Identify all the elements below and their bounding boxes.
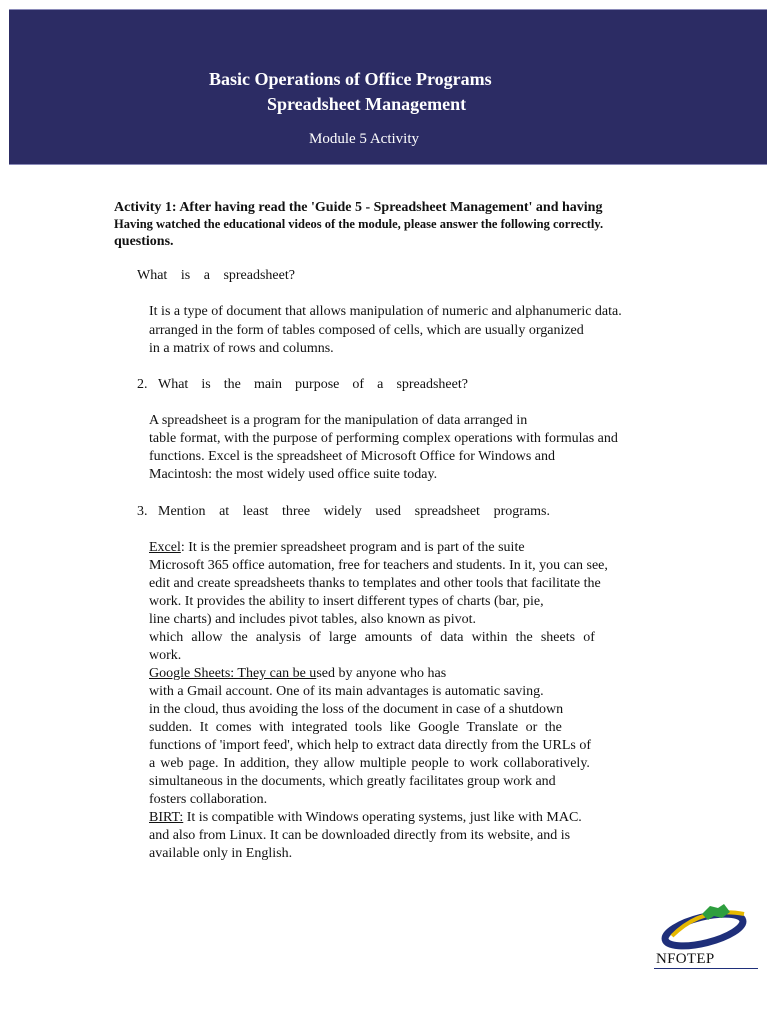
sheets-label: Google Sheets: They can be u <box>149 666 317 681</box>
logo-text: NFOTEP <box>656 951 715 967</box>
logo-underline <box>654 968 758 969</box>
excel-last-line: work. <box>149 648 182 663</box>
intro-line-3: questions. <box>114 234 174 249</box>
intro-line-2: Having watched the educational videos of the module, please answer the following correctly. <box>114 217 604 231</box>
question-2: What is the main purpose of a spreadsheet? <box>158 377 468 392</box>
answer-2-line: Macintosh: the most widely used office suite today. <box>149 467 438 482</box>
sheets-line: sudden. It comes with integrated tools like Google Translate or the <box>149 720 562 735</box>
logo-swoosh-icon <box>652 900 760 956</box>
sheets-line: functions of 'import feed', which help to extract data directly from the URLs of <box>149 738 592 753</box>
title-line-1: Basic Operations of Office Programs <box>209 69 492 89</box>
birt-line: and also from Linux. It can be downloaded directly from its website, and is <box>149 828 571 843</box>
sheets-line: simultaneous in the documents, which greatly facilitates group work and <box>149 774 556 789</box>
subtitle: Module 5 Activity <box>309 131 419 147</box>
sheets-first-line: Google Sheets: They can be used by anyone who has <box>149 666 447 681</box>
answer-2-line: functions. Excel is the spreadsheet of Microsoft Office for Windows and <box>149 449 555 464</box>
sheets-line: with a Gmail account. One of its main advantages is automatic saving. <box>149 684 544 699</box>
birt-line: available only in English. <box>149 846 293 861</box>
sheets-line: a web page. In addition, they allow multiple people to work collaboratively. <box>149 756 590 771</box>
excel-justified-line: which allow the analysis of large amounts of data within the sheets of <box>149 630 595 645</box>
question-1: What is a spreadsheet? <box>137 268 295 283</box>
birt-first-line: BIRT: It is compatible with Windows operating systems, just like with MAC. <box>149 810 582 825</box>
question-3-number: 3. <box>137 504 148 519</box>
answer-2-line: table format, with the purpose of performing complex operations with formulas and <box>149 431 618 446</box>
intro-line-1: Activity 1: After having read the 'Guide 5 - Spreadsheet Management' and having <box>114 200 603 215</box>
excel-line: work. It provides the ability to insert different types of charts (bar, pie, <box>149 594 544 609</box>
sheets-line: fosters collaboration. <box>149 792 268 807</box>
question-3: Mention at least three widely used spreadsheet programs. <box>158 504 550 519</box>
sheets-line: in the cloud, thus avoiding the loss of the document in case of a shutdown <box>149 702 564 717</box>
infotep-logo <box>652 900 760 972</box>
excel-line: edit and create spreadsheets thanks to templates and other tools that facilitate the <box>149 576 601 591</box>
excel-label: Excel <box>149 540 181 555</box>
birt-label: BIRT: <box>149 810 184 825</box>
title-line-2: Spreadsheet Management <box>267 94 467 114</box>
excel-line: line charts) and includes pivot tables, also known as pivot. <box>149 612 476 627</box>
question-2-number: 2. <box>137 377 148 392</box>
excel-first-line: Excel: It is the premier spreadsheet program and is part of the suite <box>149 540 525 555</box>
answer-1-line: It is a type of document that allows manipulation of numeric and alphanumeric data. <box>149 304 622 319</box>
answer-1-line: arranged in the form of tables composed of cells, which are usually organized <box>149 323 584 338</box>
answer-1-line: in a matrix of rows and columns. <box>149 341 334 356</box>
answer-2-line: A spreadsheet is a program for the manipulation of data arranged in <box>149 413 528 428</box>
excel-line: Microsoft 365 office automation, free for teachers and students. In it, you can see, <box>149 558 608 573</box>
